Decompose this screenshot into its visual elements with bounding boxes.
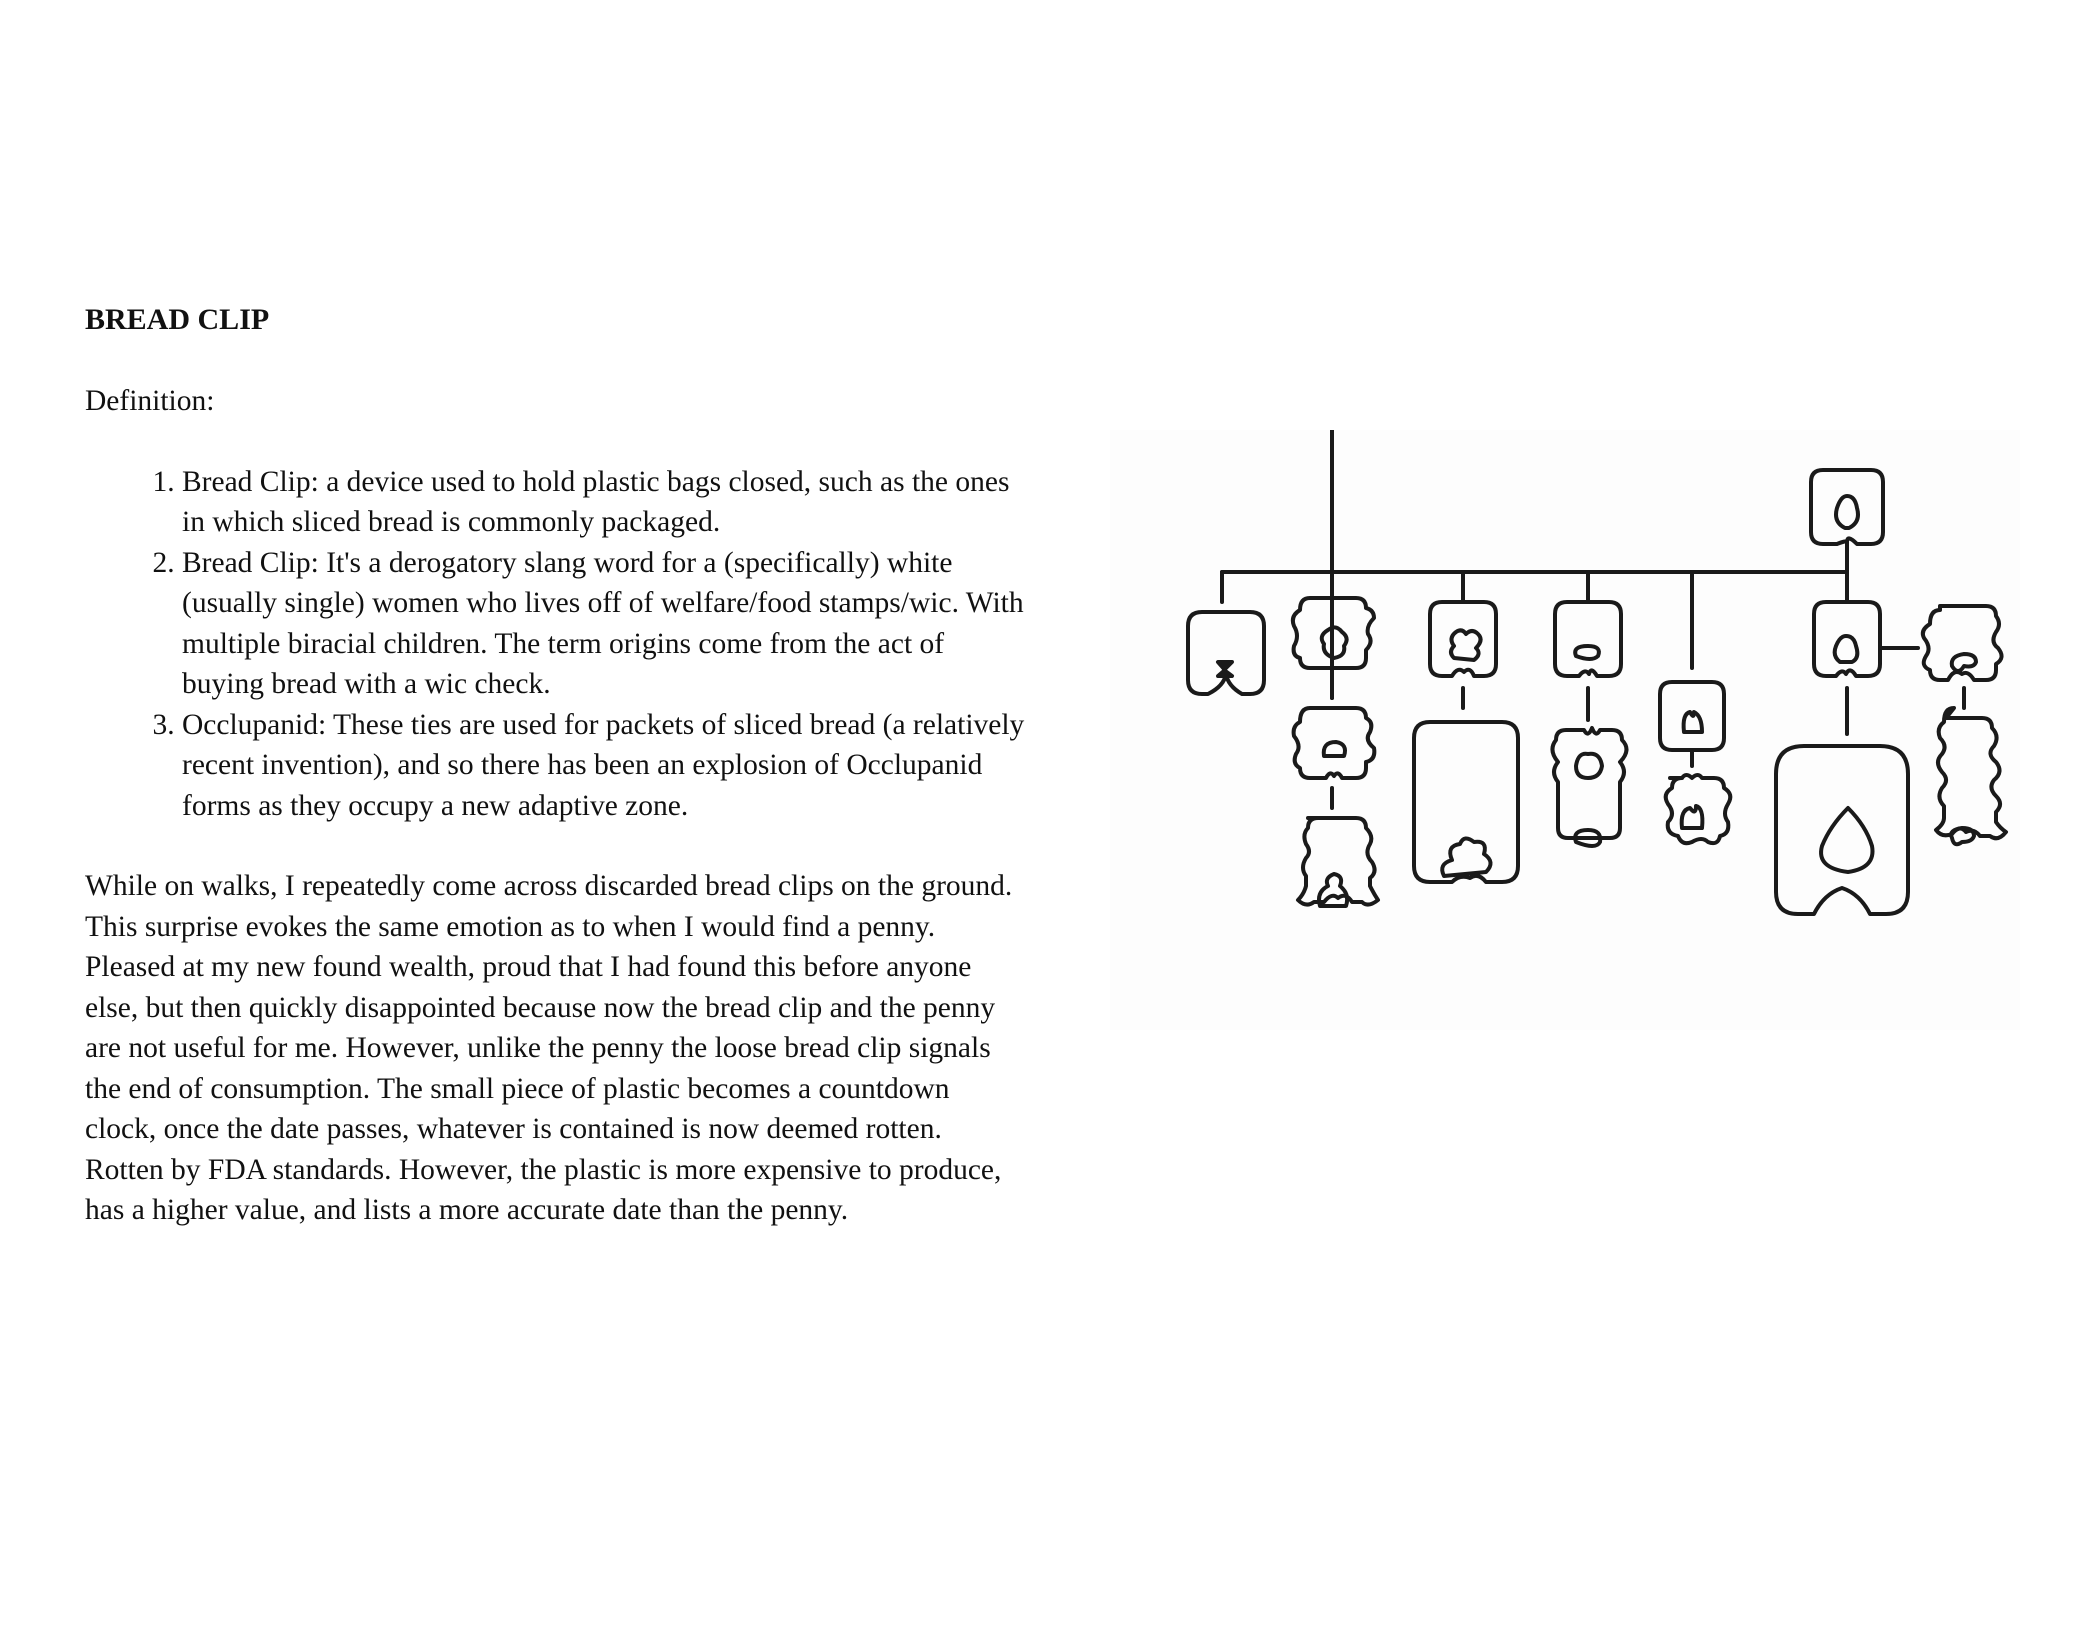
definition-item-2: 2. Bread Clip: It's a derogatory slang word for a (specifically) white (usually single) women who lives off of welfare/food stamps/wic. With multiple biracial children. The term origins come from the act of buying bread with a wic check. [182, 543, 1025, 705]
clip-f1-icon [1814, 602, 1880, 676]
clip-e2-icon [1666, 775, 1731, 843]
clip-a-icon [1188, 612, 1264, 694]
clip-f2-icon [1776, 746, 1908, 914]
definition-list [85, 462, 1025, 827]
definition-label: Definition: [85, 385, 215, 417]
definition-item-3: 3. Occlupanid: These ties are used for packets of sliced bread (a relatively recent invention), and so there has been an explosion of Occlupanid forms as they occupy a new adaptive zone. [182, 705, 1025, 827]
clip-b2-icon [1294, 708, 1375, 778]
clip-b3-icon [1298, 818, 1378, 906]
clip-c2-icon [1414, 722, 1518, 882]
clip-c1-icon [1430, 602, 1496, 676]
body-paragraph: While on walks, I repeatedly come across discarded bread clips on the ground. This surprise evokes the same emotion as to when I would find a penny. Pleased at my new found wealth, proud that I had found this before anyone else, but then quickly disappointed because now the bread clip and the penny are not useful for me. However, unlike the penny the loose bread clip signals the end of consumption. The small piece of plastic becomes a countdown clock, once the date passes, whatever is contained is now deemed rotten. Rotten by FDA standards. However, the plastic is more expensive to produce, has a higher value, and lists a more accurate date than the penny. [85, 870, 1013, 1226]
clip-e1-icon [1660, 682, 1724, 750]
clip-d2-icon [1552, 728, 1626, 846]
clip-d1-icon [1555, 602, 1621, 676]
definition-item-1: 1. Bread Clip: a device used to hold plastic bags closed, such as the ones in which sliced bread is commonly packaged. [182, 462, 1025, 543]
occlupanid-tree-diagram [1110, 430, 2020, 1030]
page-title: BREAD CLIP [85, 303, 270, 336]
root-clip-icon [1811, 470, 1883, 544]
text-column [85, 300, 1025, 1231]
clip-g2-icon [1936, 708, 2006, 844]
bread-clip-taxonomy-figure [1110, 430, 2020, 1030]
clip-g1-icon [1923, 606, 2002, 680]
